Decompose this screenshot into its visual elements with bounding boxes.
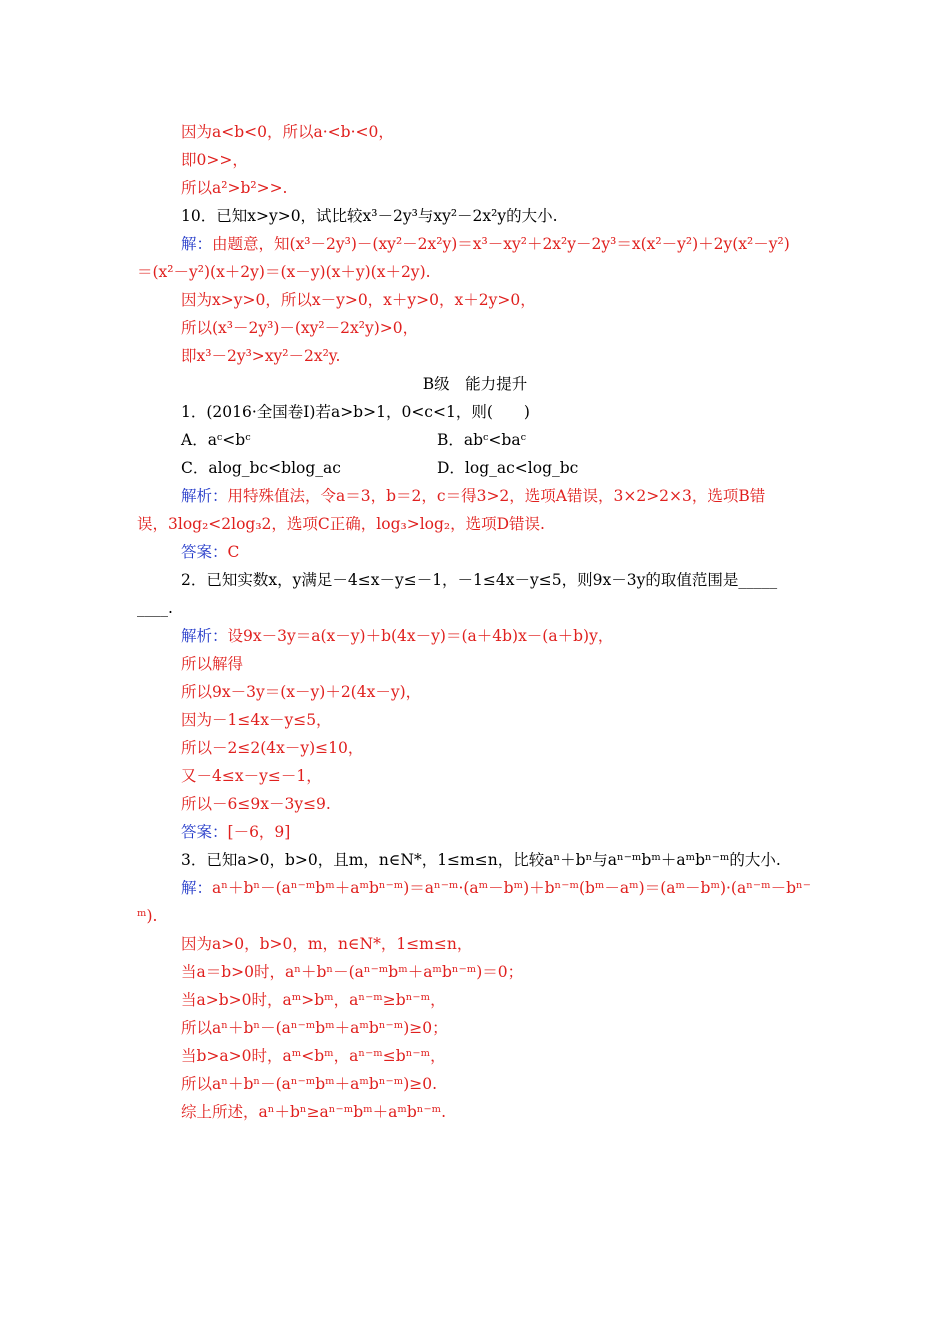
question-1: 1．(2016·全国卷Ⅰ)若a>b>1，0<c<1，则( ): [181, 403, 530, 421]
solution-text: aⁿ＋bⁿ－(aⁿ⁻ᵐbᵐ＋aᵐbⁿ⁻ᵐ)＝aⁿ⁻ᵐ·(aᵐ－bᵐ)＋bⁿ⁻ᵐ(bᵐ－aᵐ)＝(aᵐ－bᵐ)·(aⁿ⁻ᵐ－bⁿ⁻: [212, 879, 811, 897]
answer-text: C: [227, 543, 240, 561]
text-line: 即x³－2y³>xy²－2x²y.: [181, 347, 341, 365]
options-row: [0, 429, 950, 451]
section-heading: B级 能力提升: [422, 375, 528, 393]
analysis-label: 解析：: [181, 627, 228, 645]
analysis-text: 设9x－3y＝a(x－y)＋b(4x－y)＝(a＋4b)x－(a＋b)y，: [227, 627, 614, 645]
analysis-line: [0, 485, 950, 507]
text-line: 又－4≤x－y≤－1，: [181, 767, 322, 785]
text-line: 所以9x－3y＝(x－y)＋2(4x－y)，: [181, 683, 422, 701]
text-line: 当a＝b>0时，aⁿ＋bⁿ－(aⁿ⁻ᵐbᵐ＋aᵐbⁿ⁻ᵐ)＝0；: [181, 963, 524, 981]
text-line: 所以－2≤2(4x－y)≤10，: [181, 739, 364, 757]
text-line: 因为x>y>0，所以x－y>0，x＋y>0，x＋2y>0，: [181, 291, 536, 309]
option-b: B．abᶜ<baᶜ: [437, 431, 526, 449]
text-line: 因为－1≤4x－y≤5，: [181, 711, 332, 729]
analysis-label: 解析：: [181, 487, 228, 505]
text-line: ____.: [137, 599, 173, 617]
text-line: 当a>b>0时，aᵐ>bᵐ，aⁿ⁻ᵐ≥bⁿ⁻ᵐ，: [181, 991, 446, 1009]
text-line: 所以aⁿ＋bⁿ－(aⁿ⁻ᵐbᵐ＋aᵐbⁿ⁻ᵐ)≥0；: [181, 1019, 448, 1037]
options-row: [0, 457, 950, 479]
text-line: ᵐ).: [137, 907, 158, 925]
text-line: 误，3log₂<2log₃2，选项C正确，log₃>log₂，选项D错误.: [137, 515, 545, 533]
text-line: 因为a<b<0，所以a·<b·<0，: [181, 123, 394, 141]
answer-line: [0, 541, 950, 563]
text-line: 所以解得: [181, 655, 244, 673]
solution-text: 由题意，知(x³－2y³)－(xy²－2x²y)＝x³－xy²＋2x²y－2y³＝x(x²－y²)＋2y(x²－y²): [212, 235, 790, 253]
text-line: 因为a>0，b>0，m，n∈N*，1≤m≤n，: [181, 935, 473, 953]
text-line: 所以a²>b²>>.: [181, 179, 288, 197]
text-line: ＝(x²－y²)(x＋2y)＝(x－y)(x＋y)(x＋2y).: [137, 263, 431, 281]
answer-label: 答案：: [181, 823, 228, 841]
question-3: 3．已知a>0，b>0，且m，n∈N*，1≤m≤n，比较aⁿ＋bⁿ与aⁿ⁻ᵐbᵐ＋aᵐbⁿ⁻ᵐ的大小.: [181, 851, 781, 869]
option-a: A．aᶜ<bᶜ: [181, 431, 251, 449]
analysis-line: [0, 625, 950, 647]
option-d: D．log_ac<log_bc: [437, 459, 579, 477]
solution-label: 解：: [181, 235, 213, 253]
answer-label: 答案：: [181, 543, 228, 561]
solution-label: 解：: [181, 879, 213, 897]
text-line: 所以(x³－2y³)－(xy²－2x²y)>0，: [181, 319, 419, 337]
answer-text: [－6，9]: [227, 823, 291, 841]
solution-line: [0, 877, 950, 899]
answer-line: [0, 821, 950, 843]
text-line: 综上所述，aⁿ＋bⁿ≥aⁿ⁻ᵐbᵐ＋aᵐbⁿ⁻ᵐ.: [181, 1103, 447, 1121]
text-line: 当b>a>0时，aᵐ<bᵐ，aⁿ⁻ᵐ≤bⁿ⁻ᵐ，: [181, 1047, 446, 1065]
solution-line: [0, 233, 950, 255]
option-c: C．alog_bc<blog_ac: [181, 459, 341, 477]
question-10: 10．已知x>y>0，试比较x³－2y³与xy²－2x²y的大小.: [181, 207, 558, 225]
analysis-text: 用特殊值法，令a＝3，b＝2，c＝得3>2，选项A错误，3×2>2×3，选项B错: [227, 487, 766, 505]
question-2: 2．已知实数x，y满足－4≤x－y≤－1，－1≤4x－y≤5，则9x－3y的取值范围是_____: [181, 571, 778, 589]
text-line: 所以aⁿ＋bⁿ－(aⁿ⁻ᵐbᵐ＋aᵐbⁿ⁻ᵐ)≥0.: [181, 1075, 438, 1093]
text-line: 所以－6≤9x－3y≤9.: [181, 795, 331, 813]
text-line: 即0>>，: [181, 151, 248, 169]
